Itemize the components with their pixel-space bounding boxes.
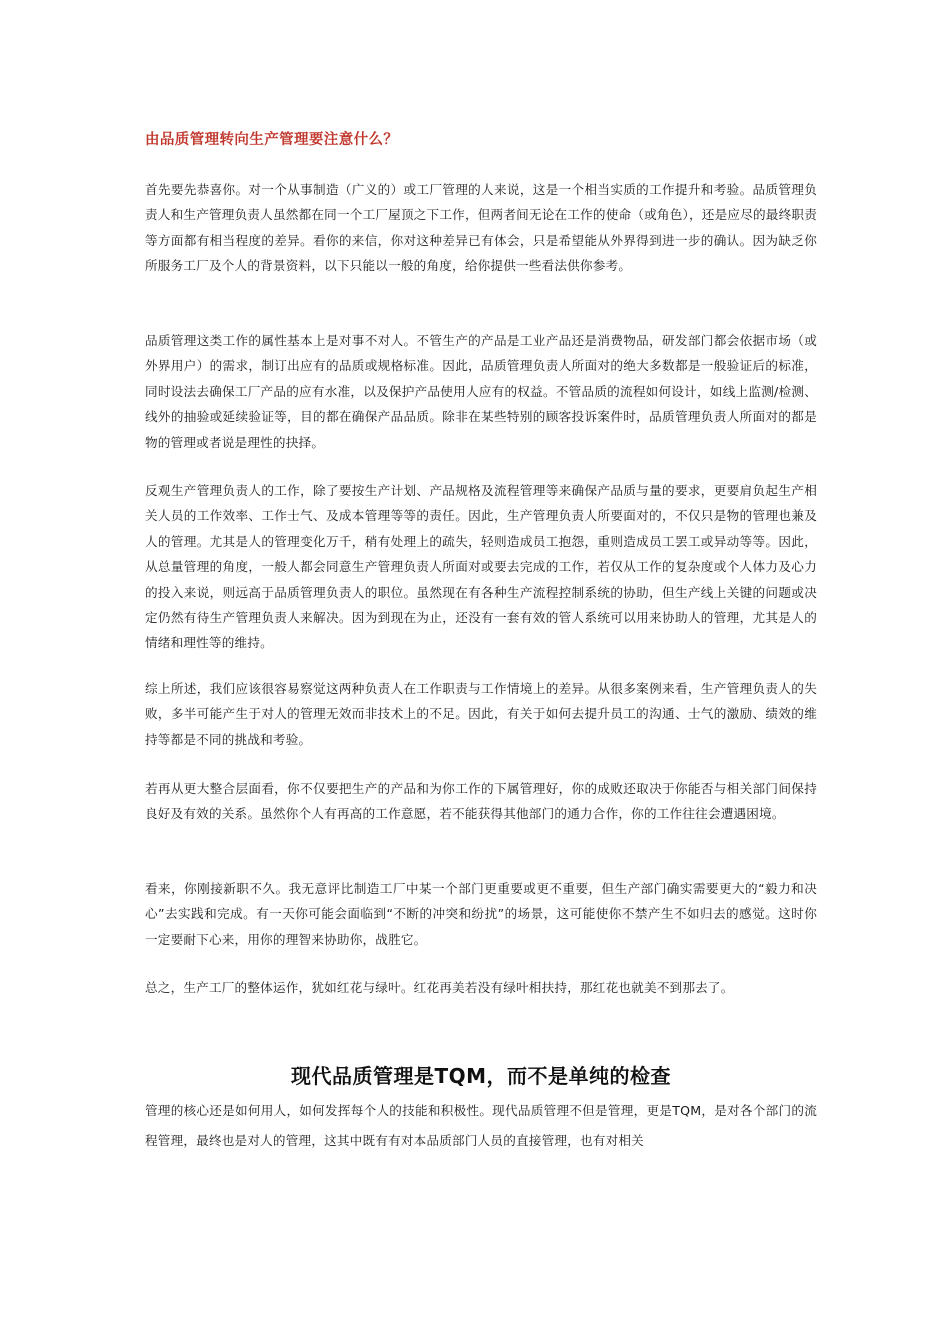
article-paragraph-2: 品质管理这类工作的属性基本上是对事不对人。不管生产的产品是工业产品还是消费物品，研发部门都会依据市场（或外界用户）的需求，制订出应有的品质或规格标准。因此，品质管理负责人所面对的绝大多数都是一般验证后的标准，同时设法去确保工厂产品的应有水准，以及保护产品使用人应有的权益。不管品质的流程如何设计，如线上监测/检测、线外的抽验或延续验证等，目的都在确保产品品质。除非在某些特别的顾客投诉案件时，品质管理负责人所面对的都是物的管理或者说是理性的抉择。 — [145, 333, 817, 450]
article-paragraph-7: 总之，生产工厂的整体运作，犹如红花与绿叶。红花再美若没有绿叶相扶持，那红花也就美不到那去了。 — [145, 980, 734, 995]
article-paragraph-4: 综上所述，我们应该很容易察觉这两种负责人在工作职责与工作情境上的差异。从很多案例来看，生产管理负责人的失败，多半可能产生于对人的管理无效而非技术上的不足。因此，有关于如何去提升员工的沟通、士气的激励、绩效的维持等都是不同的挑战和考验。 — [145, 681, 817, 747]
article-paragraph-3: 反观生产管理负责人的工作，除了要按生产计划、产品规格及流程管理等来确保产品质与量的要求，更要肩负起生产相关人员的工作效率、工作士气、及成本管理等等的责任。因此，生产管理负责人所要面对的，不仅只是物的管理也兼及人的管理。尤其是人的管理变化万千，稍有处理上的疏失，轻则造成员工抱怨，重则造成员工罢工或异动等等。因此，从总量管理的角度，一般人都会同意生产管理负责人所面对或要去完成的工作，若仅从工作的复杂度或个人体力及心力的投入来说，则远高于品质管理负责人的职位。虽然现在有各种生产流程控制系统的协助，但生产线上关键的问题或决定仍然有待生产管理负责人来解决。因为到现在为止，还没有一套有效的管人系统可以用来协助人的管理，尤其是人的情绪和理性等的维持。 — [145, 483, 817, 651]
article-paragraph-5: 若再从更大整合层面看，你不仅要把生产的产品和为你工作的下属管理好，你的成败还取决于你能否与相关部门间保持良好及有效的关系。虽然你个人有再高的工作意愿，若不能获得其他部门的通力合作，你的工作往往会遭遇困境。 — [145, 781, 817, 822]
article-title: 由品质管理转向生产管理要注意什么？ — [145, 132, 399, 148]
article-paragraph-6: 看来，你刚接新职不久。我无意评比制造工厂中某一个部门更重要或更不重要，但生产部门确实需要更大的“毅力和决心”去实践和完成。有一天你可能会面临到“不断的冲突和纷扰”的场景，这可能使你不禁产生不如归去的感觉。这时你一定要耐下心来，用你的理智来协助你，战胜它。 — [145, 881, 817, 947]
article-paragraph-1: 首先要先恭喜你。对一个从事制造（广义的）或工厂管理的人来说，这是一个相当实质的工作提升和考验。品质管理负责人和生产管理负责人虽然都在同一个工厂屋顶之下工作，但两者间无论在工作的使命（或角色），还是应尽的最终职责等方面都有相当程度的差异。看你的来信，你对这种差异已有体会，只是希望能从外界得到进一步的确认。因为缺乏你所服务工厂及个人的背景资料，以下只能以一般的角度，给你提供一些看法供你参考。 — [145, 182, 817, 274]
section-paragraph-1: 管理的核心还是如何用人，如何发挥每个人的技能和积极性。现代品质管理不但是管理，更是TQM，是对各个部门的流程管理，最终也是对人的管理，这其中既有有对本品质部门人员的直接管理，也有对相关 — [145, 1103, 817, 1148]
section-heading: 现代品质管理是TQM，而不是单纯的检查 — [290, 1064, 672, 1088]
